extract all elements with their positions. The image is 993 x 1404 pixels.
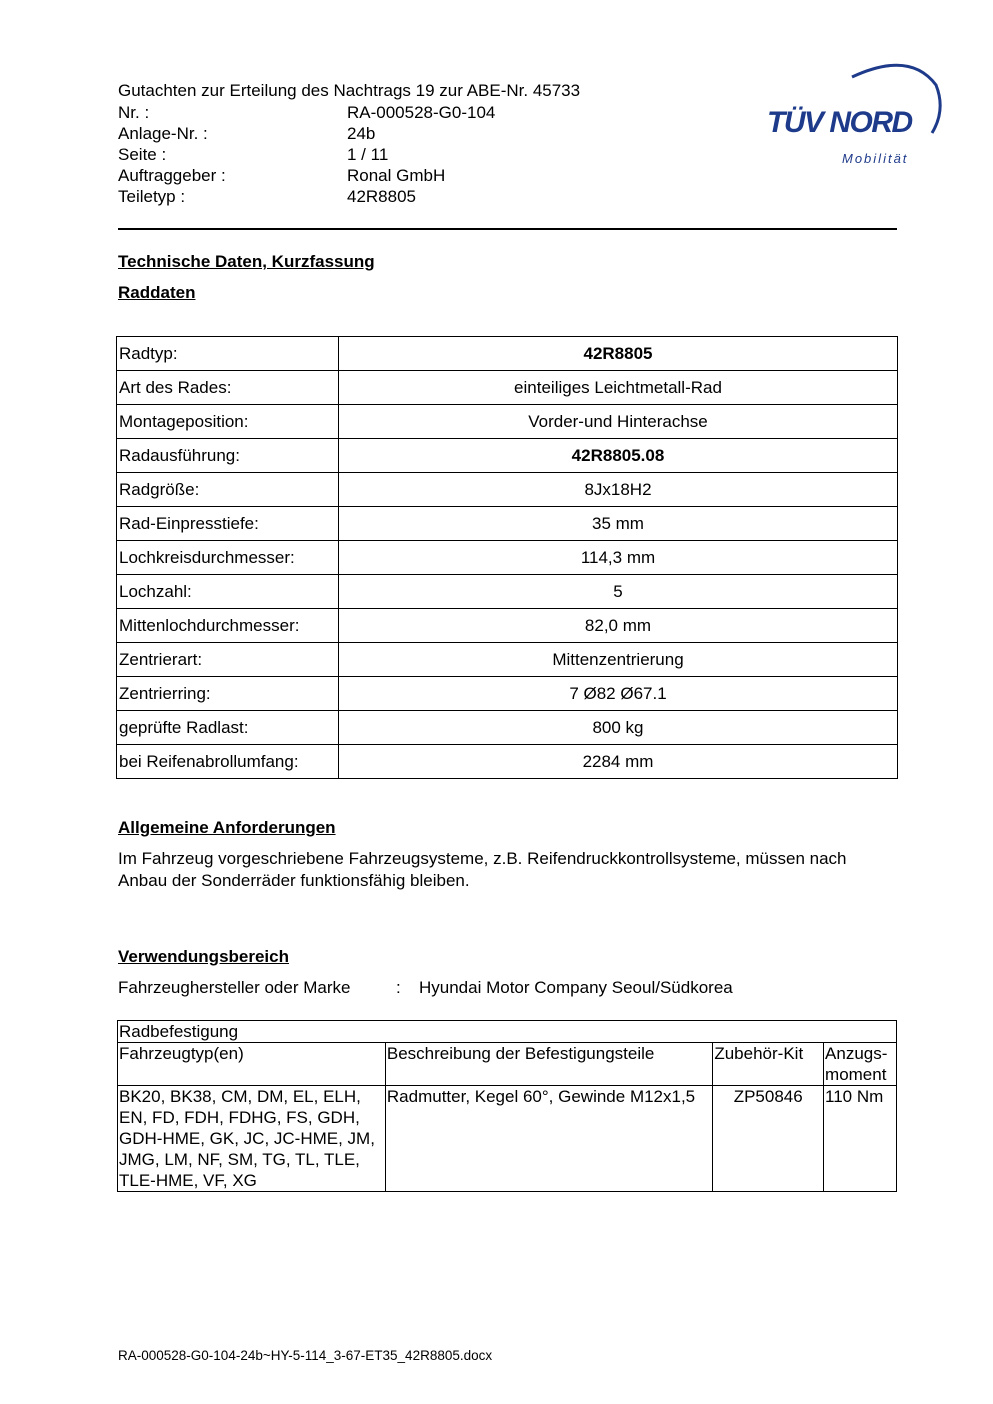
- section-heading-raddaten: Raddaten: [118, 283, 196, 302]
- header-row: Anlage-Nr. : 24b: [118, 124, 376, 143]
- table-row: Radausführung: 42R8805.08: [117, 439, 898, 473]
- section-heading-tech: Technische Daten, Kurzfassung: [118, 252, 375, 271]
- table-row: Lochzahl: 5: [117, 575, 898, 609]
- header-row: Nr. : RA-000528-G0-104: [118, 103, 496, 122]
- document-title: Gutachten zur Erteilung des Nachtrags 19 zur ABE-Nr. 45733: [118, 81, 581, 100]
- table-row: Radtyp: 42R8805: [117, 337, 898, 371]
- header-info: [118, 102, 495, 207]
- table-row: Lochkreisdurchmesser: 114,3 mm: [117, 541, 898, 575]
- table-row: Mittenlochdurchmesser: 82,0 mm: [117, 609, 898, 643]
- table-row: Radgröße: 8Jx18H2: [117, 473, 898, 507]
- radbefestigung-table: [117, 1020, 897, 1192]
- section-heading-verwendung: Verwendungsbereich: [118, 947, 289, 966]
- header-row: Seite : 1 / 11: [118, 145, 389, 164]
- table-row: BK20, BK38, CM, DM, EL, ELH, EN, FD, FDH, FDHG, FS, GDH, GDH-HME, GK, JC, JC-HME, JM, JMG, LM, NF, SM, TG, TL, TLE, TLE-HME, VF, XG Radmutter, Kegel 60°, Gewinde M12x1,5 ZP50846 110 Nm: [118, 1086, 897, 1192]
- hersteller-separator: :: [396, 978, 401, 997]
- allgemein-paragraph: Im Fahrzeug vorgeschriebene Fahrzeugsysteme, z.B. Reifendruckkontrollsysteme, müssen nach Anbau der Sonderräder funktionsfähig bleiben.: [118, 849, 847, 890]
- table-row: Rad-Einpresstiefe: 35 mm: [117, 507, 898, 541]
- table-row: Montageposition: Vorder-und Hinterachse: [117, 405, 898, 439]
- hersteller-label: Fahrzeughersteller oder Marke: [118, 978, 351, 997]
- section-heading-allgemein: Allgemeine Anforderungen: [118, 818, 336, 837]
- logo-subtitle: Mobilität: [842, 151, 909, 166]
- footer-filename: RA-000528-G0-104-24b~HY-5-114_3-67-ET35_42R8805.docx: [118, 1348, 493, 1363]
- table-row: bei Reifenabrollumfang: 2284 mm: [117, 745, 898, 779]
- raddaten-table: [116, 336, 898, 779]
- header-divider: [118, 228, 897, 230]
- table-title-row: Radbefestigung: [118, 1021, 897, 1043]
- logo-wordmark: TÜV NORD: [767, 106, 912, 139]
- table-row: Zentrierring: 7 Ø82 Ø67.1: [117, 677, 898, 711]
- table-row: Zentrierart: Mittenzentrierung: [117, 643, 898, 677]
- hersteller-value: Hyundai Motor Company Seoul/Südkorea: [419, 978, 733, 997]
- table-row: geprüfte Radlast: 800 kg: [117, 711, 898, 745]
- header-row: Teiletyp : 42R8805: [118, 187, 417, 206]
- table-header-row: Fahrzeugtyp(en) Beschreibung der Befestigungsteile Zubehör-Kit Anzugs-moment: [118, 1043, 897, 1086]
- table-row: Art des Rades: einteiliges Leichtmetall-Rad: [117, 371, 898, 405]
- header-row: Auftraggeber : Ronal GmbH: [118, 166, 446, 185]
